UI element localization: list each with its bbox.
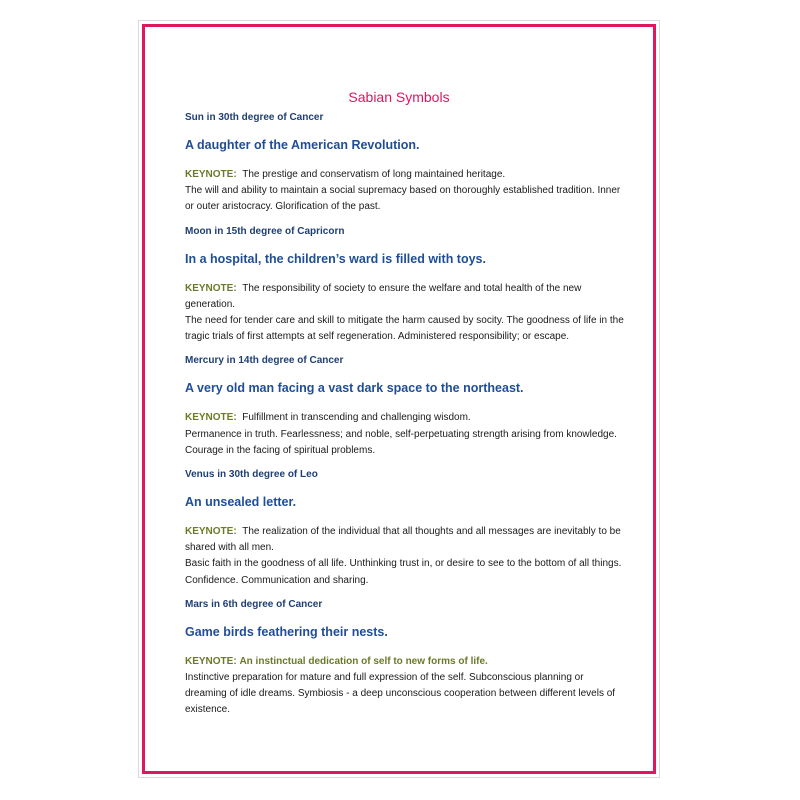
keynote-lead: The prestige and conservatism of long maintained heritage. [242,169,506,180]
placement-heading: Venus in 30th degree of Leo [185,469,318,481]
keynote-body: Basic faith in the goodness of all life. Unthinking trust in, or desire to see to the bottom of all things. Confidence. Communication and sharing. [185,558,622,586]
document-content [185,111,625,728]
keynote-lead: Fulfillment in transcending and challenging wisdom. [242,412,471,424]
keynote-line [185,654,625,670]
keynote-label: KEYNOTE: [185,655,237,667]
keynote-line [185,524,625,556]
keynote-label: KEYNOTE: [185,526,237,538]
section-sun [185,111,625,216]
placement-heading: Mars in 6th degree of Cancer [185,598,323,610]
symbol-heading: A very old man facing a vast dark space to the northeast. [185,381,524,396]
section-moon [185,225,625,346]
keynote-body: The need for tender care and skill to mitigate the harm caused by socity. The goodness of life in the tragic trials of first attempts at self regeneration. Administered responsibility; or escape. [185,315,624,343]
keynote-lead: The responsibility of society to ensure the welfare and total health of the new generation. [185,282,582,310]
keynote-line [185,167,625,183]
placement-heading: Mercury in 14th degree of Cancer [185,355,344,367]
keynote-label: KEYNOTE: [185,412,237,424]
keynote-line [185,410,625,426]
keynote-body: Instinctive preparation for mature and full expression of the self. Subconscious planning or dreaming of idle dreams. Symbiosis - a deep unconscious cooperation between different levels of existence. [185,672,616,716]
section-mars [185,598,625,719]
keynote-line [185,281,625,313]
keynote-label: KEYNOTE: [185,282,237,294]
keynote-lead: The realization of the individual that all thoughts and all messages are inevitably to be shared with all men. [185,526,621,554]
symbol-heading: An unsealed letter. [185,495,297,510]
keynote-body: Permanence in truth. Fearlessness; and noble, self-perpetuating strength arising from knowledge. Courage in the facing of spiritual problems. [185,428,617,456]
placement-heading: Moon in 15th degree of Capricorn [185,225,345,237]
keynote-lead: An instinctual dedication of self to new forms of life. [239,655,488,667]
keynote-body: The will and ability to maintain a social supremacy based on thoroughly established tradition. Inner or outer aristocracy. Glorification of the past. [185,185,621,213]
section-venus [185,468,625,589]
page-title: Sabian Symbols [348,89,450,105]
section-mercury [185,354,625,459]
symbol-heading: In a hospital, the children’s ward is filled with toys. [185,251,486,266]
symbol-heading: Game birds feathering their nests. [185,624,388,639]
placement-heading: Sun in 30th degree of Cancer [185,112,324,123]
keynote-label: KEYNOTE: [185,169,237,180]
symbol-heading: A daughter of the American Revolution. [185,138,420,152]
